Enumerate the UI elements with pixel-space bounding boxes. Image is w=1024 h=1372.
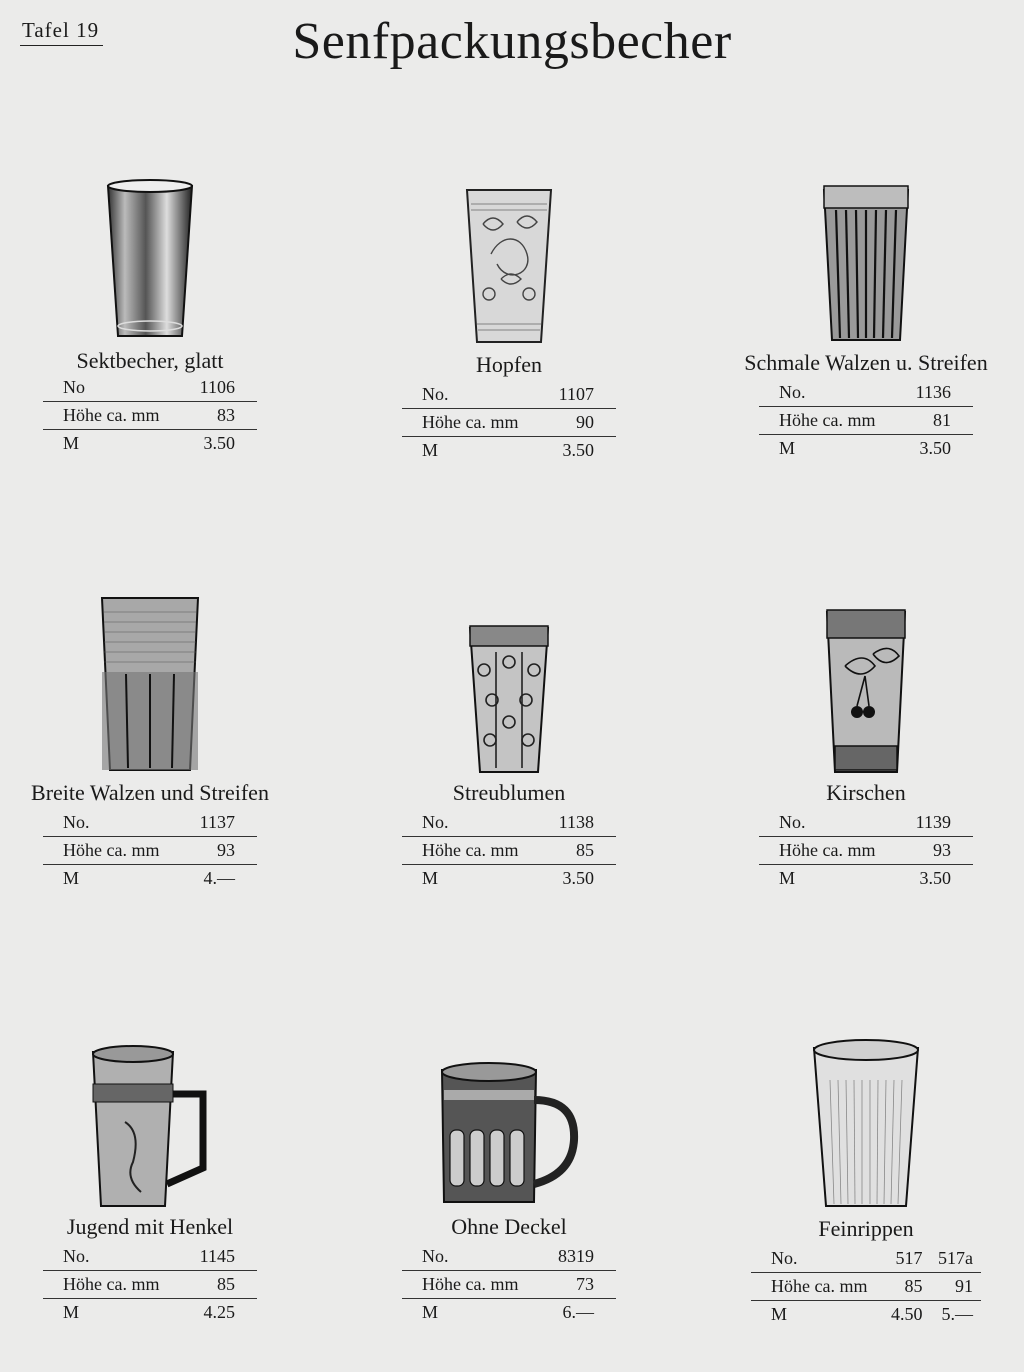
spec-table: [43, 374, 257, 457]
item-number: 1139: [902, 809, 973, 837]
height-label: Höhe ca. mm: [751, 1273, 884, 1301]
no-label: No.: [759, 809, 902, 837]
item-height: 90: [545, 409, 616, 437]
narrow-flute-tumbler-illustration: [818, 182, 914, 346]
item-height: 73: [544, 1271, 616, 1299]
item-price: 4.25: [203, 1302, 235, 1322]
spec-table: [759, 809, 973, 892]
item-height: 93: [186, 837, 257, 865]
item-number: 1107: [545, 381, 616, 409]
item-price: 4.—: [203, 868, 235, 888]
price-label: M: [779, 438, 796, 458]
item-number: 1136: [902, 379, 973, 407]
item-height-variant: 91: [930, 1273, 981, 1301]
fine-rib-tumbler-illustration: [806, 1036, 926, 1212]
scattered-flowers-tumbler-illustration: [466, 622, 552, 776]
item-number: 1138: [545, 809, 616, 837]
item-name: Feinrippen: [818, 1216, 914, 1241]
spec-table: [43, 1243, 257, 1326]
item-name: Sektbecher, glatt: [76, 348, 224, 373]
item-name: Streublumen: [452, 780, 566, 805]
spec-table: [43, 809, 257, 892]
plain-tumbler-illustration: [100, 176, 200, 344]
item-name: Schmale Walzen u. Streifen: [744, 350, 988, 375]
no-label: No.: [402, 809, 545, 837]
catalog-item-1106: [0, 176, 320, 457]
item-price: 3.50: [562, 440, 594, 460]
price-label: M: [63, 1302, 80, 1322]
item-price: 4.50: [890, 1304, 923, 1324]
height-label: Höhe ca. mm: [402, 1271, 544, 1299]
price-label: M: [63, 868, 80, 888]
item-number: 1106: [186, 374, 257, 402]
no-label: No.: [43, 809, 186, 837]
height-label: Höhe ca. mm: [43, 1271, 186, 1299]
item-number: 8319: [544, 1243, 616, 1271]
catalog-item-1145: [0, 1044, 320, 1326]
price-label: M: [779, 868, 796, 888]
item-price: 3.50: [919, 438, 951, 458]
item-height: 93: [902, 837, 973, 865]
item-name: Breite Walzen und Streifen: [31, 780, 269, 805]
item-number: 1137: [186, 809, 257, 837]
spec-table: [402, 381, 616, 464]
catalog-item-1139: [696, 606, 1024, 892]
spec-table: [402, 1243, 616, 1326]
item-price-variant: 5.—: [941, 1304, 973, 1324]
catalog-item-1107: [339, 184, 679, 464]
hop-pattern-tumbler-illustration: [461, 184, 557, 348]
price-label: M: [771, 1304, 788, 1324]
item-number: 1145: [186, 1243, 257, 1271]
price-label: M: [422, 440, 439, 460]
no-label: No.: [43, 1243, 186, 1271]
item-name: Jugend mit Henkel: [66, 1214, 234, 1239]
item-height: 85: [884, 1273, 931, 1301]
item-price: 3.50: [919, 868, 951, 888]
height-label: Höhe ca. mm: [759, 837, 902, 865]
cherries-tumbler-illustration: [823, 606, 909, 776]
item-name: Ohne Deckel: [451, 1214, 567, 1239]
no-label: No.: [759, 379, 902, 407]
catalog-item-1136: [696, 182, 1024, 462]
no-label: No: [43, 374, 186, 402]
catalog-item-517: [696, 1036, 1024, 1328]
no-label: No.: [402, 1243, 544, 1271]
item-name: Hopfen: [476, 352, 542, 377]
item-height: 81: [902, 407, 973, 435]
page-title: Senfpackungsbecher: [292, 13, 732, 70]
item-height: 85: [545, 837, 616, 865]
height-label: Höhe ca. mm: [402, 837, 545, 865]
item-height: 85: [186, 1271, 257, 1299]
lidless-mug-illustration: [434, 1060, 584, 1210]
price-label: M: [63, 433, 80, 453]
catalog-item-8319: [339, 1060, 679, 1326]
catalog-item-1138: [339, 622, 679, 892]
height-label: Höhe ca. mm: [43, 837, 186, 865]
item-number: 517: [884, 1245, 931, 1273]
art-nouveau-handled-mug-illustration: [85, 1044, 215, 1210]
spec-table: [402, 809, 616, 892]
catalog-item-1137: [0, 592, 320, 892]
spec-table: [759, 379, 973, 462]
item-price: 6.—: [562, 1302, 594, 1322]
no-label: No.: [751, 1245, 884, 1273]
item-price: 3.50: [562, 868, 594, 888]
wide-flute-tumbler-illustration: [98, 592, 202, 776]
item-height: 83: [186, 402, 257, 430]
item-number-variant: 517a: [930, 1245, 981, 1273]
height-label: Höhe ca. mm: [402, 409, 545, 437]
spec-table: [751, 1245, 981, 1328]
plate-number: Tafel 19: [20, 18, 103, 46]
item-name: Kirschen: [826, 780, 906, 805]
price-label: M: [422, 1302, 439, 1322]
no-label: No.: [402, 381, 545, 409]
price-label: M: [422, 868, 439, 888]
height-label: Höhe ca. mm: [759, 407, 902, 435]
item-price: 3.50: [203, 433, 235, 453]
height-label: Höhe ca. mm: [43, 402, 186, 430]
